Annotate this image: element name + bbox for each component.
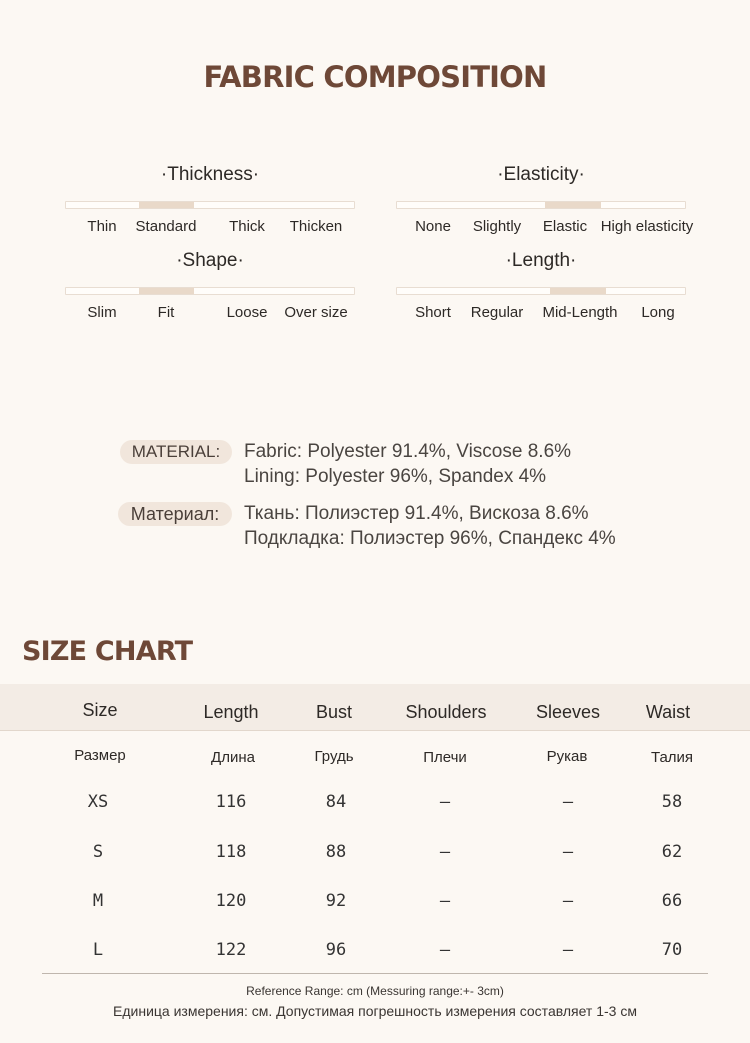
column-header-ru: Талия xyxy=(650,749,694,766)
table-cell: – xyxy=(439,891,451,911)
column-header-ru: Рукав xyxy=(546,748,588,765)
thickness-option: Thick xyxy=(229,218,265,235)
table-cell: 84 xyxy=(325,792,347,812)
elasticity-track xyxy=(396,201,686,209)
elasticity-option: Slightly xyxy=(472,218,522,235)
table-cell: – xyxy=(439,842,451,862)
column-header: Waist xyxy=(645,702,691,722)
table-cell: – xyxy=(562,842,574,862)
length-option: Regular xyxy=(470,304,524,321)
table-cell: 70 xyxy=(661,940,683,960)
elasticity-option: Elastic xyxy=(542,218,588,235)
table-cell: – xyxy=(439,940,451,960)
material-line-lining-ru: Подкладка: Полиэстер 96%, Спандекс 4% xyxy=(244,528,616,549)
table-cell: 120 xyxy=(215,891,247,911)
table-cell: XS xyxy=(87,792,109,812)
thickness-option: Thin xyxy=(87,218,117,235)
column-header: Sleeves xyxy=(535,702,601,722)
table-cell: 118 xyxy=(215,842,247,862)
column-header: Bust xyxy=(315,702,353,722)
thickness-track xyxy=(65,201,355,209)
shape-track xyxy=(65,287,355,295)
table-cell: – xyxy=(562,792,574,812)
column-header: Shoulders xyxy=(405,702,487,722)
shape-option: Slim xyxy=(87,304,117,321)
shape-option: Over size xyxy=(284,304,348,321)
shape-selected-fill xyxy=(139,288,194,294)
shape-option: Loose xyxy=(226,304,268,321)
table-cell: 88 xyxy=(325,842,347,862)
length-track xyxy=(396,287,686,295)
thickness-option: Standard xyxy=(135,218,197,235)
elasticity-selected-fill xyxy=(545,202,601,208)
table-cell: M xyxy=(92,891,104,911)
table-cell: 122 xyxy=(215,940,247,960)
material-label-ru: Материал: xyxy=(118,502,232,526)
column-header: Length xyxy=(203,702,259,722)
length-option: Mid-Length xyxy=(542,304,618,321)
table-cell: 116 xyxy=(215,792,247,812)
column-header-ru: Размер xyxy=(74,747,126,764)
length-option: Long xyxy=(641,304,675,321)
column-header-ru: Плечи xyxy=(423,749,467,766)
table-cell: L xyxy=(92,940,104,960)
table-cell: – xyxy=(562,891,574,911)
material-line-fabric-ru: Ткань: Полиэстер 91.4%, Вискоза 8.6% xyxy=(244,503,589,524)
table-cell: – xyxy=(439,792,451,812)
thickness-title: ·Thickness· xyxy=(160,164,260,185)
length-selected-fill xyxy=(550,288,606,294)
reference-note-en: Reference Range: cm (Messuring range:+- 3cm) xyxy=(246,984,504,998)
material-line-fabric: Fabric: Polyester 91.4%, Viscose 8.6% xyxy=(244,441,572,462)
size-chart-title: SIZE CHART xyxy=(22,636,193,667)
column-header-ru: Грудь xyxy=(314,748,354,765)
reference-note-ru: Единица измерения: см. Допустимая погрешность измерения составляет 1-3 см xyxy=(113,1003,637,1019)
shape-title: ·Shape· xyxy=(176,250,244,271)
material-label-en: MATERIAL: xyxy=(120,440,232,464)
thickness-option: Thicken xyxy=(289,218,343,235)
table-cell: 92 xyxy=(325,891,347,911)
fabric-composition-title: FABRIC COMPOSITION xyxy=(203,60,547,94)
divider xyxy=(42,973,708,974)
length-option: Short xyxy=(415,304,451,321)
column-header: Size xyxy=(82,700,118,720)
table-cell: 62 xyxy=(661,842,683,862)
thickness-selected-fill xyxy=(139,202,194,208)
elasticity-title: ·Elasticity· xyxy=(497,164,585,185)
shape-option: Fit xyxy=(157,304,175,321)
table-cell: S xyxy=(92,842,104,862)
elasticity-option: None xyxy=(415,218,451,235)
table-cell: 66 xyxy=(661,891,683,911)
column-header-ru: Длина xyxy=(211,749,255,766)
table-cell: 58 xyxy=(661,792,683,812)
material-line-lining: Lining: Polyester 96%, Spandex 4% xyxy=(244,466,547,487)
length-title: ·Length· xyxy=(505,250,577,271)
elasticity-option: High elasticity xyxy=(600,218,694,235)
table-cell: 96 xyxy=(325,940,347,960)
table-cell: – xyxy=(562,940,574,960)
